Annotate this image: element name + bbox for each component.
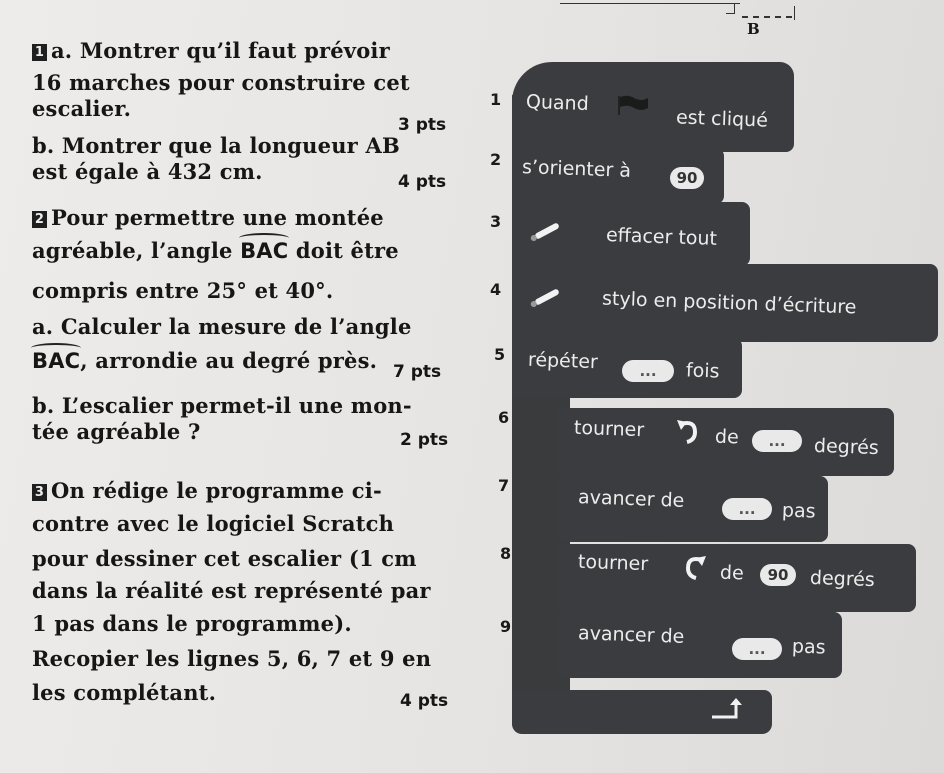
q3-number-badge: 3 (32, 484, 47, 501)
q3-line7: les complétant. (32, 680, 217, 705)
q1-a-line3: escalier. (32, 96, 132, 121)
block-5-text: répéter (527, 348, 599, 374)
figure-right-angle-mark-h (726, 13, 735, 14)
turn-clockwise-icon (675, 418, 703, 446)
q2-a-points: 7 pts (393, 362, 442, 382)
block-6-text: tourner (573, 416, 645, 442)
q2-text-1: Pour permettre une montée (51, 205, 384, 230)
block-6-text-3: degrés (813, 434, 880, 460)
block-9-text: avancer de (577, 622, 685, 648)
figure-dashed-line (742, 16, 792, 18)
q2-number-badge: 2 (32, 211, 47, 228)
q1-b-line1: b. Montrer que la longueur AB (32, 133, 400, 158)
q2-line2 (32, 238, 399, 264)
q2-text-2-pre: agréable, l’angle (32, 238, 241, 263)
q2-a-line2 (32, 348, 377, 374)
angle-bac: BAC (240, 239, 289, 263)
q3-line2: contre avec le logiciel Scratch (32, 511, 395, 536)
q2-b-line2: tée agréable ? (32, 419, 201, 444)
green-flag-icon (616, 94, 650, 116)
figure-top-line (560, 3, 740, 4)
q1-b-line2: est égale à 432 cm. (32, 159, 263, 184)
block-7-text: avancer de (577, 486, 685, 512)
q1-a-text-1: a. Montrer qu’il faut prévoir (51, 38, 390, 63)
q1-a-points: 3 pts (398, 115, 447, 135)
line-number-3: 3 (490, 212, 502, 231)
q3-line1 (32, 478, 382, 504)
turn-left-value[interactable]: 90 (760, 564, 796, 586)
line-number-4: 4 (490, 280, 502, 299)
block-3-text: effacer tout (605, 224, 718, 250)
q2-a-text-2: , arrondie au degré près. (80, 348, 378, 373)
loop-arrow-icon (710, 697, 746, 723)
line-number-9: 9 (500, 617, 512, 636)
line-number-6: 6 (498, 408, 510, 427)
line-number-5: 5 (494, 345, 506, 364)
q3-text-1: On rédige le programme ci- (51, 478, 382, 503)
q3-line3: pour dessiner cet escalier (1 cm (32, 546, 417, 571)
q1-b-points: 4 pts (398, 172, 447, 192)
q1-a-line2: 16 marches pour construire cet (32, 70, 410, 95)
q3-line4: dans la réalité est représenté par (32, 578, 431, 603)
q2-b-line1: b. L’escalier permet-il une mon- (32, 393, 412, 418)
block-8-text-2: de (719, 561, 745, 585)
block-1-text-2: est cliqué (675, 106, 769, 132)
q2-b-points: 2 pts (400, 430, 449, 450)
block-7-text-2: pas (781, 499, 816, 523)
q3-line5: 1 pas dans le programme). (32, 611, 352, 636)
point-b-label: B (747, 20, 760, 38)
line-number-7: 7 (498, 476, 510, 495)
block-8-text: tourner (577, 550, 649, 576)
q2-line1 (32, 205, 384, 231)
turn-counterclockwise-icon (680, 554, 708, 582)
block-9-text-2: pas (791, 635, 826, 659)
block-5-text-2: fois (685, 359, 720, 383)
block-4-text: stylo en position d’écriture (601, 287, 857, 319)
block-1-text: Quand (525, 90, 590, 116)
line-number-1: 1 (490, 90, 502, 109)
line-number-8: 8 (500, 544, 512, 563)
block-8-text-3: degrés (809, 566, 876, 592)
block-2-text: s’orienter à (521, 156, 632, 182)
figure-arrow-tick (794, 6, 795, 20)
turn-angle-value[interactable]: ... (752, 430, 802, 452)
q3-line6: Recopier les lignes 5, 6, 7 et 9 en (32, 646, 432, 671)
block-6-text-2: de (714, 425, 740, 449)
q2-a-line1: a. Calculer la mesure de l’angle (32, 314, 412, 339)
move-steps-value-2[interactable]: ... (732, 638, 782, 660)
q1-a-line1 (32, 38, 390, 64)
q2-line3: compris entre 25° et 40°. (32, 278, 334, 303)
move-steps-value-1[interactable]: ... (722, 498, 772, 520)
repeat-count-value[interactable]: ... (622, 360, 674, 382)
q3-points: 4 pts (400, 691, 449, 711)
angle-bac-2: BAC (32, 349, 81, 373)
direction-value[interactable]: 90 (670, 167, 704, 189)
q2-text-2-post: doit être (288, 238, 399, 263)
q1-number-badge: 1 (32, 44, 47, 61)
line-number-2: 2 (490, 150, 502, 169)
